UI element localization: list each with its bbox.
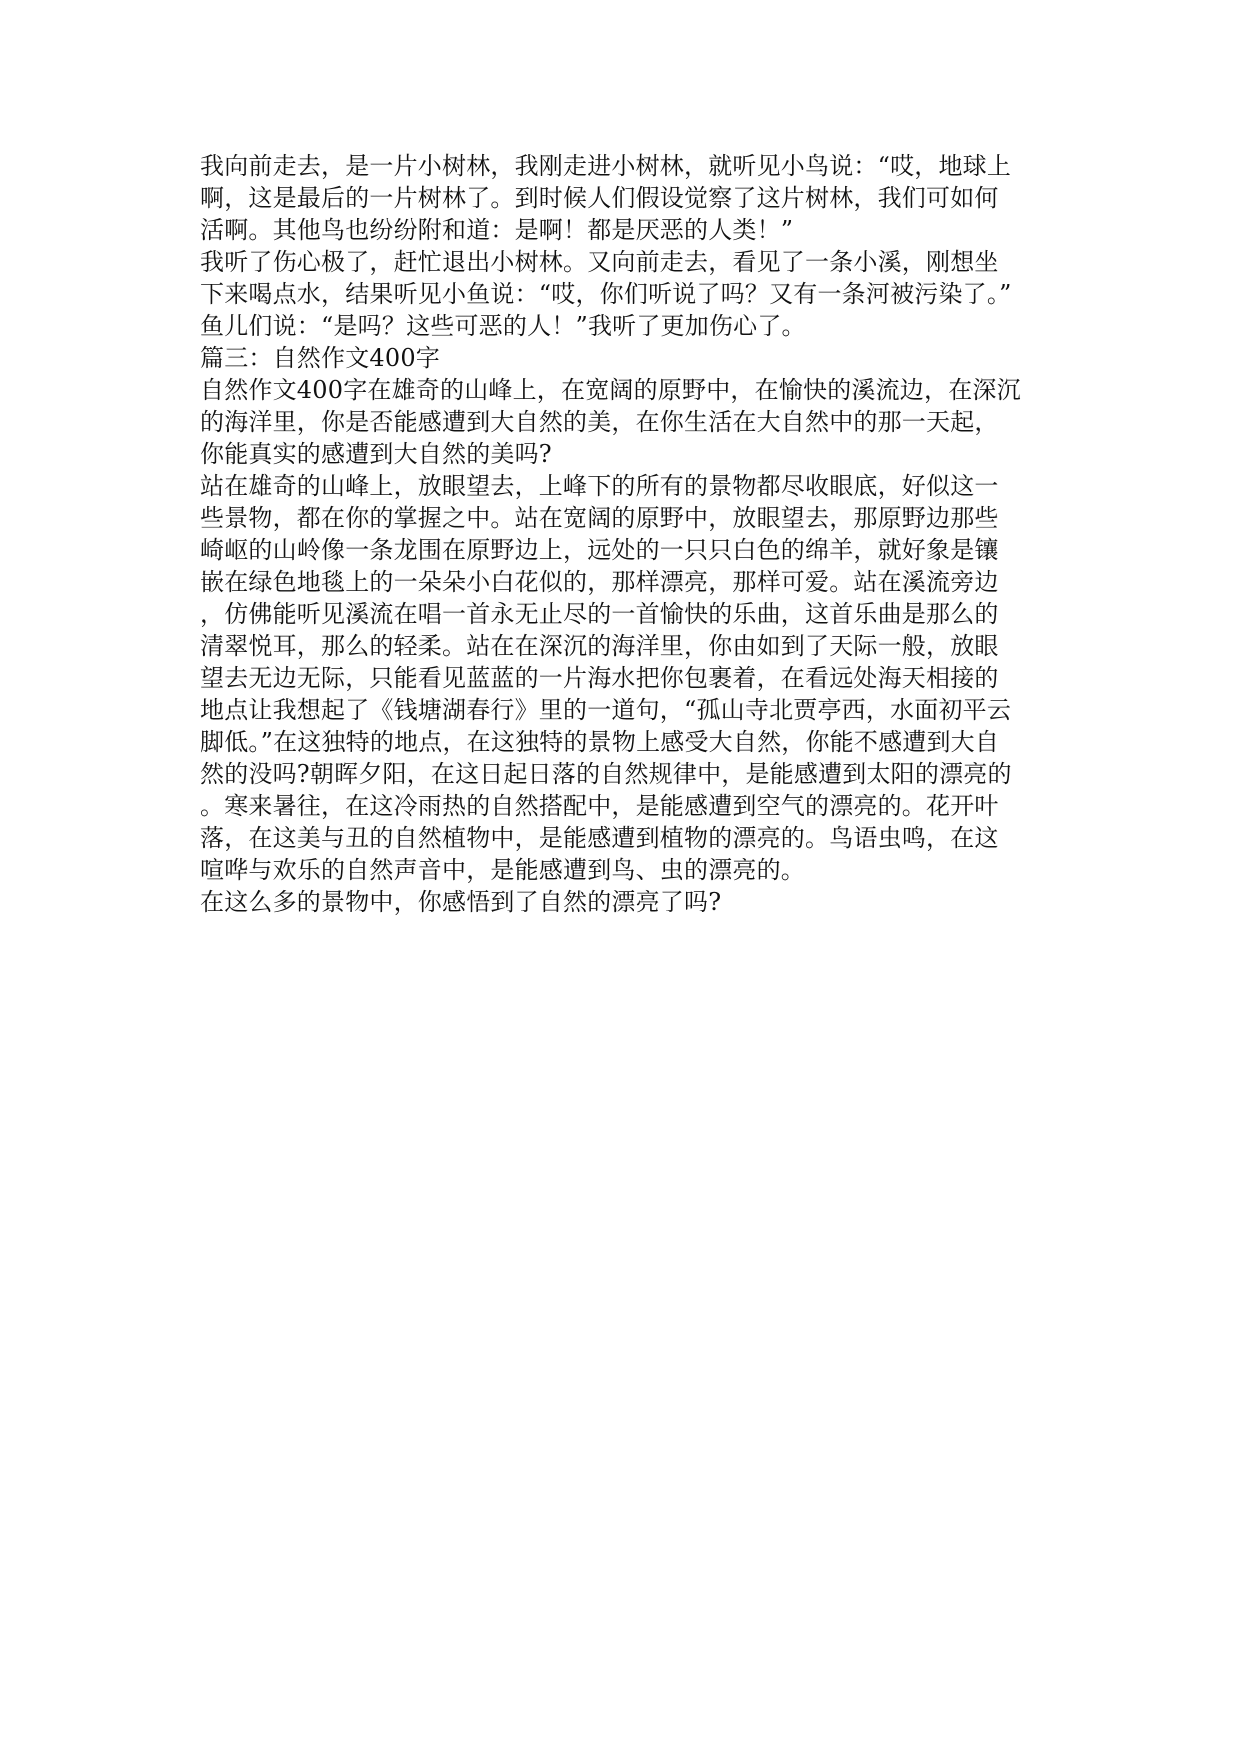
text-line: 你能真实的感遭到大自然的美吗? xyxy=(200,440,552,468)
text-line: 崎岖的山岭像一条龙围在原野边上，远处的一只只白色的绵羊，就好象是镶 xyxy=(200,536,999,564)
text-line: 喧哗与欢乐的自然声音中，是能感遭到鸟、虫的漂亮的。 xyxy=(200,856,805,884)
text-line: 清翠悦耳，那么的轻柔。站在在深沉的海洋里，你由如到了天际一般，放眼 xyxy=(200,632,999,660)
text-line: 我听了伤心极了，赶忙退出小树林。又向前走去，看见了一条小溪，刚想坐 xyxy=(200,248,999,276)
text-line: 落，在这美与丑的自然植物中，是能感遭到植物的漂亮的。鸟语虫鸣，在这 xyxy=(200,824,999,852)
text-line: 。寒来暑往，在这冷雨热的自然搭配中，是能感遭到空气的漂亮的。花开叶 xyxy=(200,792,999,820)
document-body xyxy=(200,150,1060,918)
text-line: 下来喝点水，结果听见小鱼说：“哎，你们听说了吗？又有一条河被污染了。” xyxy=(200,280,1012,308)
text-line: 我向前走去，是一片小树林，我刚走进小树林，就听见小鸟说：“哎，地球上 xyxy=(200,152,1012,180)
text-line: 自然作文400字在雄奇的山峰上，在宽阔的原野中，在愉快的溪流边，在深沉 xyxy=(200,376,1021,404)
text-line: 啊，这是最后的一片树林了。到时候人们假设觉察了这片树林，我们可如何 xyxy=(200,184,999,212)
text-line: 的海洋里，你是否能感遭到大自然的美，在你生活在大自然中的那一天起， xyxy=(200,408,999,436)
text-line: 然的没吗?朝晖夕阳，在这日起日落的自然规律中，是能感遭到太阳的漂亮的 xyxy=(200,760,1012,788)
text-line: 在这么多的景物中，你感悟到了自然的漂亮了吗? xyxy=(200,888,722,916)
text-line: 望去无边无际，只能看见蓝蓝的一片海水把你包裹着，在看远处海天相接的 xyxy=(200,664,999,692)
text-line: 站在雄奇的山峰上，放眼望去，上峰下的所有的景物都尽收眼底，好似这一 xyxy=(200,472,999,500)
text-line: 脚低。”在这独特的地点，在这独特的景物上感受大自然，你能不感遭到大自 xyxy=(200,728,1000,756)
section-heading: 篇三：自然作文400字 xyxy=(200,344,441,372)
text-line: 些景物，都在你的掌握之中。站在宽阔的原野中，放眼望去，那原野边那些 xyxy=(200,504,999,532)
text-line: 嵌在绿色地毯上的一朵朵小白花似的，那样漂亮，那样可爱。站在溪流旁边 xyxy=(200,568,999,596)
text-line: ，仿佛能听见溪流在唱一首永无止尽的一首愉快的乐曲，这首乐曲是那么的 xyxy=(200,600,999,628)
text-line: 活啊。其他鸟也纷纷附和道：是啊！都是厌恶的人类！” xyxy=(200,216,794,244)
text-line: 地点让我想起了《钱塘湖春行》里的一道句，“孤山寺北贾亭西，水面初平云 xyxy=(200,696,1012,724)
text-line: 鱼儿们说：“是吗？这些可恶的人！”我听了更加伤心了。 xyxy=(200,312,806,340)
